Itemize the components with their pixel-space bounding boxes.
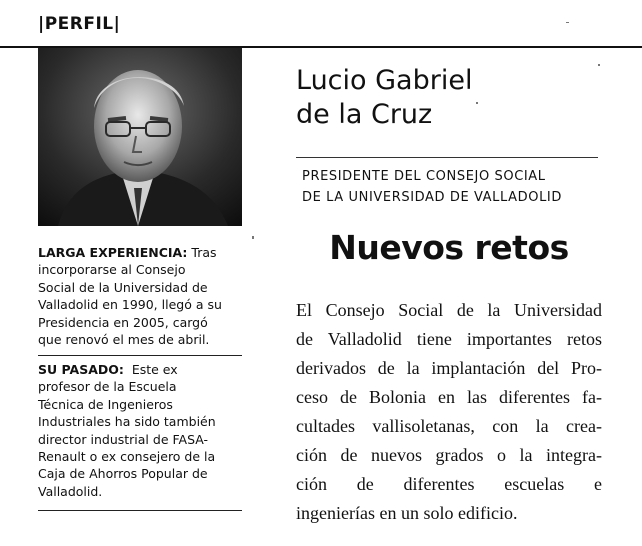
body-line: cultades vallisoletanas, con la crea- bbox=[296, 416, 602, 436]
sidebar-line bbox=[38, 244, 242, 261]
sidebar-line: Presidencia en 2005, cargó bbox=[38, 314, 208, 330]
scan-speck bbox=[598, 64, 600, 66]
sidebar-line: Social de la Universidad de bbox=[38, 279, 208, 295]
profile-name bbox=[296, 64, 596, 132]
scan-speck bbox=[476, 102, 478, 104]
scan-speck bbox=[566, 22, 569, 23]
profile-name-line: Lucio Gabriel bbox=[296, 65, 473, 96]
sidebar-line: Industriales ha sido también bbox=[38, 414, 216, 430]
sidebar-line: Caja de Ahorros Popular de bbox=[38, 466, 208, 482]
sidebar-line: que renovó el mes de abril. bbox=[38, 332, 210, 348]
body-line: de Valladolid tiene importantes retos bbox=[296, 329, 602, 349]
role-line: PRESIDENTE DEL CONSEJO SOCIAL bbox=[302, 169, 546, 184]
sidebar-past-label: SU PASADO: bbox=[38, 362, 124, 377]
article-headline: Nuevos retos bbox=[329, 228, 569, 267]
sidebar-line: Renault o ex consejero de la bbox=[38, 449, 216, 465]
profile-role bbox=[302, 166, 602, 208]
sidebar-line: incorporarse al Consejo bbox=[38, 262, 186, 278]
sidebar-text: Tras bbox=[191, 245, 217, 260]
sidebar-past bbox=[38, 361, 242, 500]
body-line: El Consejo Social de la Universidad bbox=[296, 300, 602, 320]
sidebar-line: Valladolid. bbox=[38, 483, 103, 499]
sidebar-line bbox=[38, 361, 242, 378]
sidebar-text: Este ex bbox=[131, 362, 178, 377]
sidebar-divider bbox=[38, 355, 242, 356]
sidebar-divider bbox=[38, 510, 242, 511]
role-line: DE LA UNIVERSIDAD DE VALLADOLID bbox=[302, 190, 562, 205]
profile-name-line: de la Cruz bbox=[296, 99, 433, 130]
sidebar-line: Técnica de Ingenieros bbox=[38, 396, 173, 412]
body-line: derivados de la implantación del Pro- bbox=[296, 358, 602, 378]
scan-speck bbox=[252, 236, 254, 239]
role-divider bbox=[296, 157, 598, 158]
sidebar-experience bbox=[38, 244, 242, 348]
sidebar-line: director industrial de FASA- bbox=[38, 431, 209, 447]
section-label: |PERFIL| bbox=[38, 14, 121, 34]
article-body bbox=[296, 296, 602, 528]
sidebar-line: profesor de la Escuela bbox=[38, 379, 177, 395]
body-line: ción de diferentes escuelas e bbox=[296, 474, 602, 494]
body-line: ción de nuevos grados o la integra- bbox=[296, 445, 602, 465]
body-line: ingenierías en un solo edificio. bbox=[296, 503, 518, 523]
body-line: ceso de Bolonia en las diferentes fa- bbox=[296, 387, 602, 407]
portrait-photo bbox=[38, 48, 242, 226]
sidebar-experience-label: LARGA EXPERIENCIA: bbox=[38, 245, 188, 260]
sidebar-line: Valladolid en 1990, llegó a su bbox=[38, 297, 222, 313]
